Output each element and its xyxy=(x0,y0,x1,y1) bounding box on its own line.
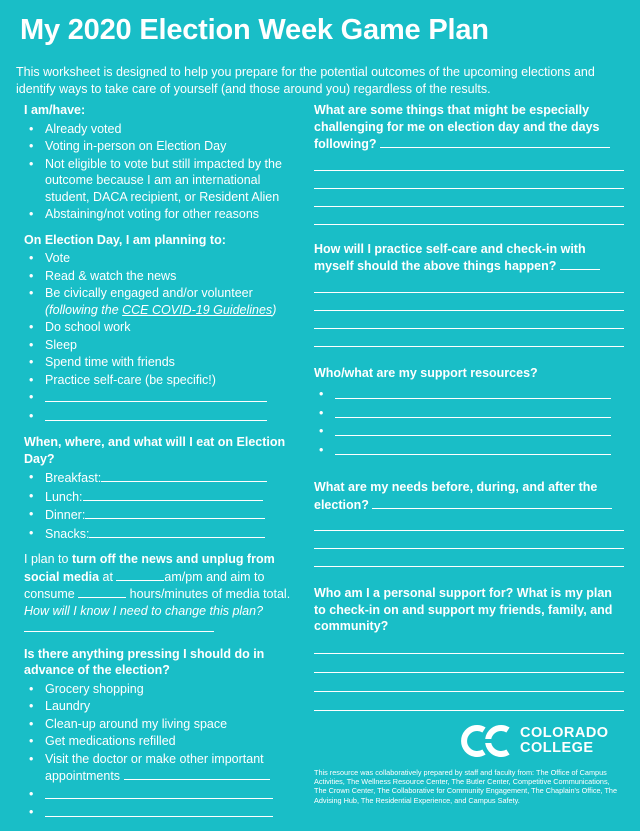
list-item-blank[interactable] xyxy=(24,786,294,804)
planning-heading: On Election Day, I am planning to: xyxy=(24,232,226,247)
answer-line[interactable] xyxy=(314,692,624,711)
challenging-section xyxy=(314,102,624,225)
list-item-blank[interactable] xyxy=(314,442,624,460)
answer-line[interactable] xyxy=(372,496,612,509)
list-item: • Snacks: xyxy=(24,525,294,543)
list-item-blank[interactable] xyxy=(24,804,294,822)
support-heading: Who/what are my support resources? xyxy=(314,365,538,380)
answer-line[interactable] xyxy=(314,275,624,293)
list-item: • Voting in-person on Election Day xyxy=(24,138,294,155)
answer-line[interactable] xyxy=(314,153,624,171)
eating-heading: When, where, and what will I eat on Election Day? xyxy=(24,435,286,466)
selfcare-section xyxy=(314,241,624,347)
pressing-heading: Is there anything pressing I should do in advance of the election? xyxy=(24,646,265,677)
list-item xyxy=(24,285,294,318)
list-item: • Vote xyxy=(24,250,294,267)
list-item: • Laundry xyxy=(24,698,294,715)
planning-section xyxy=(24,232,294,426)
challenging-heading: What are some things that might be especially challenging for me on election day and the days following? xyxy=(314,102,624,153)
logo-wordmark: COLORADO COLLEGE xyxy=(520,725,609,756)
list-item: • Abstaining/not voting for other reasons xyxy=(24,206,294,223)
list-item: • Grocery shopping xyxy=(24,681,294,698)
fill-in-line[interactable] xyxy=(335,405,611,418)
answer-line[interactable] xyxy=(314,513,624,531)
answer-line[interactable] xyxy=(314,654,624,673)
page-title: My 2020 Election Week Game Plan xyxy=(20,14,489,46)
answer-line[interactable] xyxy=(314,293,624,311)
answer-line[interactable] xyxy=(314,207,624,225)
cce-guidelines-link[interactable]: CCE COVID-19 Guidelines xyxy=(122,302,273,317)
dinner-field[interactable] xyxy=(85,506,265,519)
fill-in-line[interactable] xyxy=(335,386,611,399)
answer-line[interactable] xyxy=(314,311,624,329)
media-amount-field[interactable] xyxy=(78,585,126,598)
list-item-blank[interactable] xyxy=(24,389,294,407)
list-item: • Lunch: xyxy=(24,488,294,506)
list-item-blank[interactable] xyxy=(314,423,624,441)
list-item: • Clean-up around my living space xyxy=(24,716,294,733)
fill-in-line[interactable] xyxy=(45,786,273,799)
answer-line[interactable] xyxy=(314,635,624,654)
fill-in-line[interactable] xyxy=(45,408,267,421)
list-item-blank[interactable] xyxy=(314,386,624,404)
list-item: • Get medications refilled xyxy=(24,733,294,750)
intro-text: This worksheet is designed to help you prepare for the potential outcomes of the upcoming elections and identify ways to take care of yourself (and those around you) regardless of the results. xyxy=(16,65,595,96)
list-item: • Sleep xyxy=(24,337,294,354)
right-column xyxy=(314,102,624,720)
colorado-college-logo xyxy=(458,724,609,758)
answer-line[interactable] xyxy=(560,257,600,270)
selfcare-heading: How will I practice self-care and check-in with myself should the above things happen? xyxy=(314,241,624,275)
pressing-section xyxy=(24,646,294,822)
fill-in-line[interactable] xyxy=(335,442,611,455)
answer-line[interactable] xyxy=(314,531,624,549)
personal-support-heading: Who am I a personal support for? What is my plan to check-in on and support my friends, family, and community? xyxy=(314,586,613,633)
support-section xyxy=(314,365,624,460)
fill-in-line[interactable] xyxy=(335,423,611,436)
list-item: • Spend time with friends xyxy=(24,354,294,371)
answer-line[interactable] xyxy=(314,673,624,692)
answer-line[interactable] xyxy=(314,171,624,189)
snacks-field[interactable] xyxy=(89,525,265,538)
appointments-field[interactable] xyxy=(124,767,270,780)
list-item: • Visit the doctor or make other important appointments xyxy=(24,751,294,785)
left-column xyxy=(24,102,294,831)
list-item: • Breakfast: xyxy=(24,469,294,487)
unplug-time-field[interactable] xyxy=(116,568,164,581)
eating-section xyxy=(24,434,294,542)
needs-heading: What are my needs before, during, and after the election? xyxy=(314,479,624,513)
breakfast-field[interactable] xyxy=(101,469,267,482)
fill-in-line[interactable] xyxy=(45,804,273,817)
credit-text: This resource was collaboratively prepared by staff and faculty from: The Office of Campus Activities, The Wellness Resource Center, The Butler Center, Competitive Communications, The Crown Center, The Collaborative for Community Engagement, The Chaplain's Office, The Advising Hub, The Residential Experience, and Campus Safety. xyxy=(314,768,618,805)
cc-monogram-icon xyxy=(458,724,514,758)
covid-note: (following the CCE COVID-19 Guidelines) xyxy=(45,302,277,317)
list-item: • Dinner: xyxy=(24,506,294,524)
personal-support-section xyxy=(314,585,624,711)
answer-line[interactable] xyxy=(380,135,610,148)
list-item-blank[interactable] xyxy=(314,405,624,423)
fill-in-line[interactable] xyxy=(45,389,267,402)
status-section xyxy=(24,102,294,223)
list-item: • Practice self-care (be specific!) xyxy=(24,372,294,389)
unplug-text: I plan to turn off the news and unplug from social media at am/pm and aim to consume hours/minutes of media total. How will I know I need to change this plan? xyxy=(24,551,294,637)
unplug-section xyxy=(24,551,294,637)
needs-section xyxy=(314,479,624,567)
list-item: • Do school work xyxy=(24,319,294,336)
answer-line[interactable] xyxy=(314,329,624,347)
lunch-field[interactable] xyxy=(83,488,263,501)
answer-line[interactable] xyxy=(314,189,624,207)
list-item-blank[interactable] xyxy=(24,408,294,426)
change-plan-field[interactable] xyxy=(24,619,214,632)
list-item: • Not eligible to vote but still impacted by the outcome because I am an international student, DACA recipient, or Resident Alien xyxy=(24,156,294,206)
list-item: • Already voted xyxy=(24,121,294,138)
list-item: • Read & watch the news xyxy=(24,268,294,285)
status-heading: I am/have: xyxy=(24,103,86,117)
answer-line[interactable] xyxy=(314,549,624,567)
volunteer-label: Be civically engaged and/or volunteer xyxy=(45,286,253,300)
